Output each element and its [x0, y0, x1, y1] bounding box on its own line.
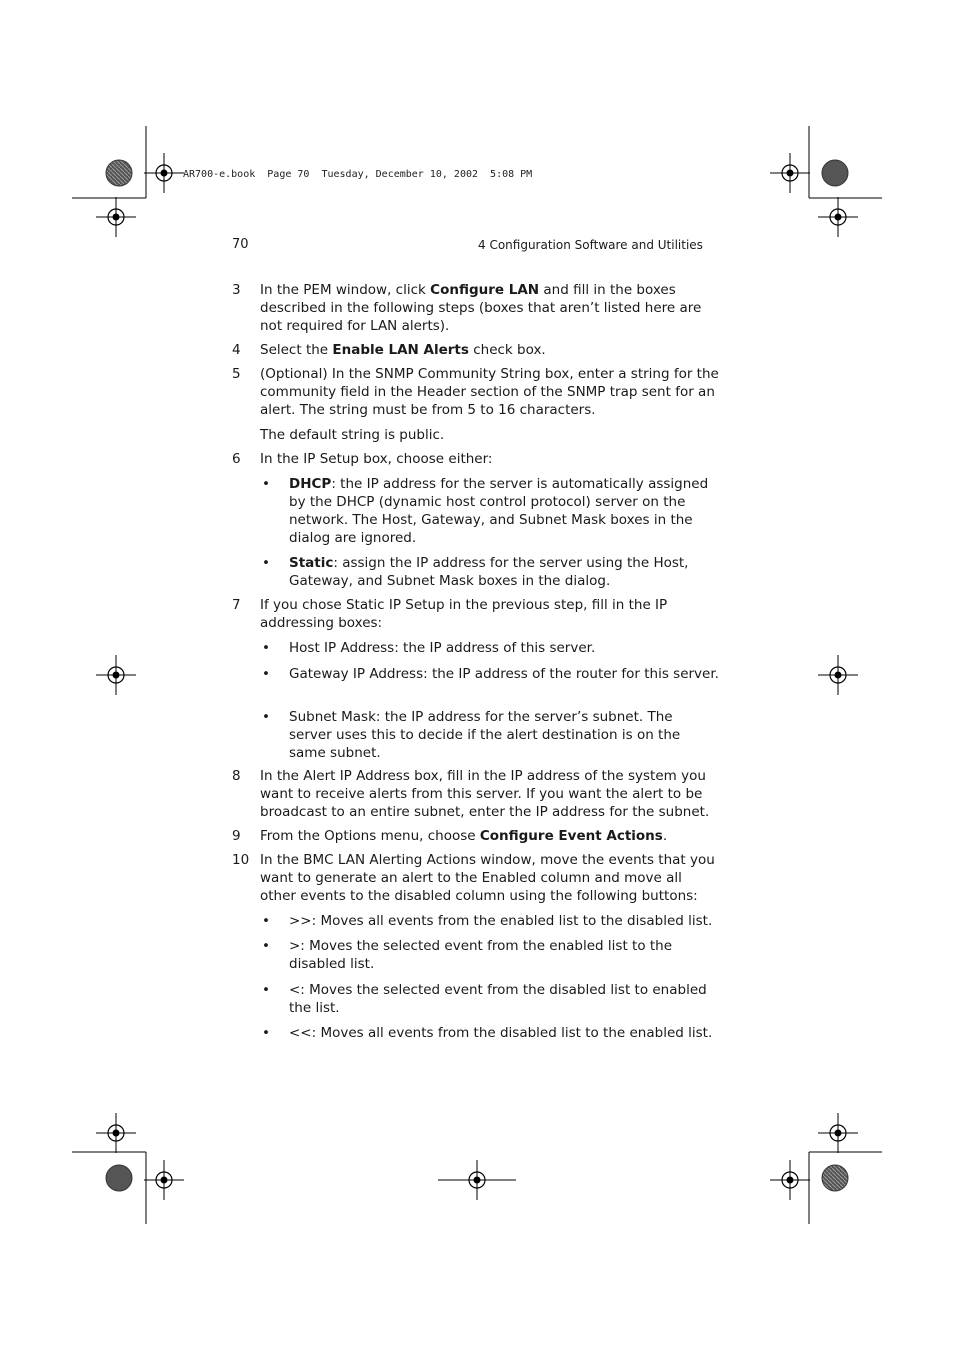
- registration-mark-icon: [96, 197, 136, 237]
- step-5-note: The default string is public.: [260, 427, 445, 443]
- step-10-text: In the BMC LAN Alerting Actions window, move the events that you want to generate an alert to the Enabled column and move all other events to the disabled column using the following buttons:: [260, 852, 715, 904]
- registration-mark-icon: [96, 655, 136, 695]
- list-item: Subnet Mask: the IP address for the server’s subnet. The server uses this to decide if the alert destination is on the same subnet.: [289, 709, 681, 761]
- step-8-text: In the Alert IP Address box, fill in the IP address of the system you want to receive alerts from this server. If you want the alert to be broadcast to an entire subnet, enter the IP address for the subnet.: [260, 768, 710, 820]
- list-item: DHCP: the IP address for the server is automatically assigned by the DHCP (dynamic host control protocol) server on the network. The Host, Gateway, and Subnet Mask boxes in the dialog are ignored.: [289, 476, 709, 546]
- step-4-text: Select the Enable LAN Alerts check box.: [260, 342, 546, 358]
- registration-mark-icon: [96, 1113, 136, 1153]
- page-number: 70: [232, 237, 249, 252]
- bullet: •: [262, 555, 270, 571]
- step-number: 8: [232, 768, 241, 784]
- list-item: <: Moves the selected event from the disabled list to enabled the list.: [289, 982, 707, 1016]
- registration-mark-icon: [144, 153, 184, 193]
- registration-mark-icon: [770, 153, 810, 193]
- step-7-text: If you chose Static IP Setup in the previous step, fill in the IP addressing boxes:: [260, 597, 668, 631]
- running-header: 4 Configuration Software and Utilities: [478, 238, 703, 252]
- step-number: 6: [232, 451, 241, 467]
- step-9-text: From the Options menu, choose Configure Event Actions.: [260, 828, 668, 844]
- bullet: •: [262, 709, 270, 725]
- ui-label: Configure LAN: [430, 282, 540, 298]
- ui-label: Enable LAN Alerts: [332, 342, 469, 358]
- step-5-text: (Optional) In the SNMP Community String box, enter a string for the community field in the Header section of the SNMP trap sent for an alert. The string must be from 5 to 16 characters.: [260, 366, 719, 418]
- step-number: 5: [232, 366, 241, 382]
- list-item: Host IP Address: the IP address of this server.: [289, 640, 596, 656]
- bullet: •: [262, 666, 270, 682]
- color-target-icon: [106, 160, 132, 186]
- color-target-icon: [106, 1165, 132, 1191]
- bullet: •: [262, 913, 270, 929]
- registration-mark-icon: [144, 1160, 184, 1200]
- step-number: 3: [232, 282, 241, 298]
- step-number: 10: [232, 852, 250, 868]
- step-number: 4: [232, 342, 241, 358]
- step-6-text: In the IP Setup box, choose either:: [260, 451, 493, 467]
- list-item: <<: Moves all events from the disabled list to the enabled list.: [289, 1025, 713, 1041]
- step-3-text: In the PEM window, click Configure LAN and fill in the boxes described in the following steps (boxes that aren’t listed here are not required for LAN alerts).: [260, 282, 702, 334]
- color-target-icon: [822, 1165, 848, 1191]
- bullet: •: [262, 1025, 270, 1041]
- bullet: •: [262, 640, 270, 656]
- list-item: Static: assign the IP address for the server using the Host, Gateway, and Subnet Mask boxes in the dialog.: [289, 555, 689, 589]
- bullet: •: [262, 476, 270, 492]
- step-number: 7: [232, 597, 241, 613]
- color-target-icon: [822, 160, 848, 186]
- registration-mark-icon: [818, 655, 858, 695]
- ui-label: Configure Event Actions: [479, 828, 663, 844]
- step-number: 9: [232, 828, 241, 844]
- registration-mark-icon: [818, 1113, 858, 1153]
- bullet: •: [262, 938, 270, 954]
- list-item: Gateway IP Address: the IP address of the router for this server.: [289, 666, 719, 682]
- list-item: >>: Moves all events from the enabled list to the disabled list.: [289, 913, 713, 929]
- bullet: •: [262, 982, 270, 998]
- list-item: >: Moves the selected event from the enabled list to the disabled list.: [289, 938, 673, 972]
- registration-mark-icon: [770, 1160, 810, 1200]
- registration-mark-icon: [818, 197, 858, 237]
- print-slug: AR700-e.book Page 70 Tuesday, December 10, 2002 5:08 PM: [183, 169, 533, 180]
